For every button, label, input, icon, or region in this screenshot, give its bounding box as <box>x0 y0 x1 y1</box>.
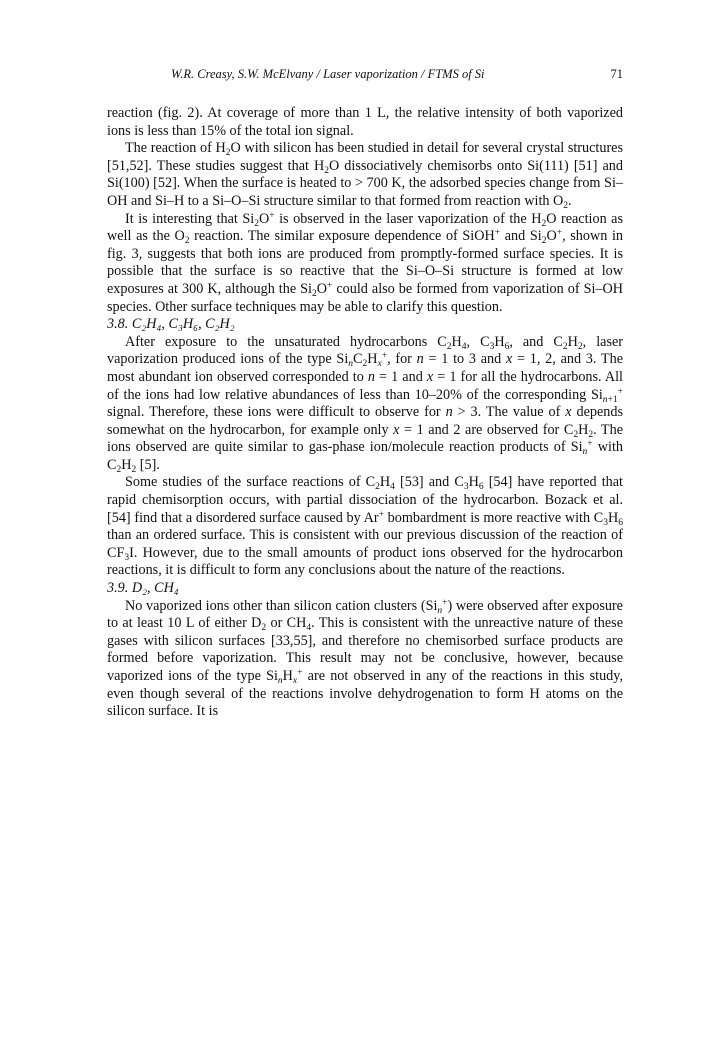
paragraph: The reaction of $H_2O$ with silicon has been studied in detail for several crystal structures [51,52]. These studies suggest that $H_2O$ dissociatively chemisorbs onto Si(111) [51] and Si(100) [52]. When the surface is heated to > 700 K, the adsorbed species change from Si–OH and Si–H to a Si–O–Si structure similar to that formed from reaction with $O_2$. <box>107 140 624 211</box>
page-number: 71 <box>610 67 623 81</box>
running-header <box>107 67 623 85</box>
section-heading-3-9: 3.9. D₂, CH₄ <box>107 580 179 597</box>
paragraph: Some studies of the surface reactions of $C_2H_4$ [53] and $C_3H_6$ [54] have reported that rapid chemisorption occurs, with partial dissociation of the hydrocarbon. Bozack et al. [54] find that a disordered surface caused by Ar+ bombardment is more reactive with $C_3H_6$ than an ordered surface. This is consistent with our previous discussion of the reaction of $CF_3I$. However, due to the small amounts of product ions observed for the hydrocarbon reactions, it is difficult to form any conclusions about the nature of the reactions. <box>107 474 624 579</box>
paragraph: After exposure to the unsaturated hydrocarbons $C_2H_4$, $C_3H_6$, and $C_2H_2$, laser vaporization produced ions of the type $Si_nC_2H_x^+$, for n = 1 to 3 and x = 1, 2, and 3. The most abundant ion observed corresponded to n = 1 and x = 1 for all the hydrocarbons. All of the ions had low relative abundances of less than 10–20% of the corresponding $Si_{n+1}^+$ signal. Therefore, these ions were difficult to observe for n > 3. The value of x depends somewhat on the hydrocarbon, for example only x = 1 and 2 are observed for $C_2H_2$. The ions observed are quite similar to gas-phase ion/molecule reaction products of $Si_n^+$ with $C_2H_2$ [5]. <box>107 333 624 475</box>
paragraph: No vaporized ions other than silicon cation clusters $(Si_n^+)$ were observed after exposure to at least 10 L of either $D_2$ or $CH_4$. This is consistent with the unreactive nature of these gases with silicon surfaces [33,55], and therefore no chemisorbed surface products are formed before vaporization. This result may not be conclusive, however, because vaporized ions of the type $Si_nH_x^+$ are not observed in any of the reactions in this study, even though several of the reactions involve dehydrogenation to form H atoms on the silicon surface. It is <box>107 597 623 720</box>
body-text <box>107 105 623 721</box>
paragraph: It is interesting that $Si_2O^+$ is observed in the laser vaporization of the $H_2O$ reaction as well as the $O_2$ reaction. The similar exposure dependence of SiOH+ and $Si_2O^+$, shown in fig. 3, suggests that both ions are produced from promptly-formed surface species. It is possible that the surface is so reactive that the Si–O–Si structure is formed at low exposures at 300 K, although the $Si_2O^+$ could also be formed from vaporization of Si–OH species. Other surface techniques may be able to clarify this question. <box>107 210 624 315</box>
paragraph: reaction (fig. 2). At coverage of more than 1 L, the relative intensity of both vaporized ions is less than 15% of the total ion signal. <box>107 105 623 139</box>
running-title: W.R. Creasy, S.W. McElvany / Laser vaporization / FTMS of Si <box>171 67 485 81</box>
section-heading-3-8: 3.8. C₂H₄, C₃H₆, C₂H₂ <box>107 316 235 333</box>
